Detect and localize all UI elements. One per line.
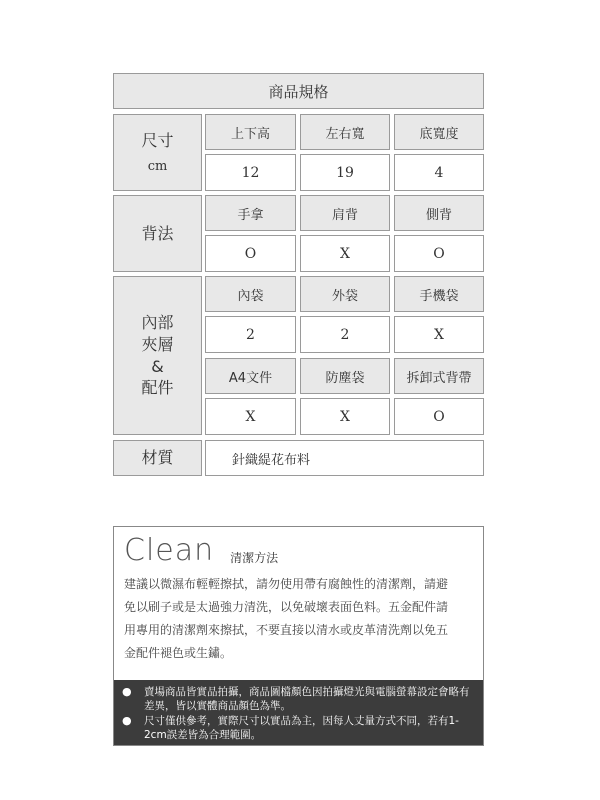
cleaning-instructions xyxy=(124,573,476,665)
material-value: 針織緹花布料 xyxy=(205,440,484,476)
pockets-label-line: 夾層 xyxy=(141,334,174,354)
note-text: 尺寸僅供參考，實際尺寸以實品為主，因每人丈量方式不同，若有1-2cm誤差皆為合理範圍。 xyxy=(144,715,459,741)
size-unit: cm xyxy=(147,158,168,174)
size-value-height: 12 xyxy=(205,154,296,191)
carry-header-hand: 手拿 xyxy=(205,195,296,231)
size-header-width: 左右寬 xyxy=(300,114,390,150)
clean-heading: Clean xyxy=(124,533,215,568)
pocket-header-a4: A4文件 xyxy=(205,358,296,394)
carry-label: 背法 xyxy=(113,195,202,272)
pocket-value-a4: X xyxy=(205,398,296,435)
carry-value-cross: O xyxy=(394,235,484,272)
carry-header-cross: 側背 xyxy=(394,195,484,231)
clean-subtitle: 清潔方法 xyxy=(230,551,279,565)
instruction-line: 金配件褪色或生鏽。 xyxy=(124,646,233,660)
cleaning-box xyxy=(113,526,484,746)
carry-header-shoulder: 肩背 xyxy=(300,195,390,231)
size-label: 尺寸 xyxy=(141,130,174,150)
bullet-icon: ● xyxy=(122,714,132,727)
pocket-value-dustbag: X xyxy=(300,398,390,435)
pocket-value-outer: 2 xyxy=(300,316,390,353)
pocket-header-outer: 外袋 xyxy=(300,276,390,312)
pockets-label-line: 配件 xyxy=(141,378,174,398)
pocket-header-inner: 內袋 xyxy=(205,276,296,312)
size-label-cell xyxy=(113,114,202,191)
spec-table-title: 商品規格 xyxy=(113,73,484,109)
pockets-label-line: & xyxy=(151,356,164,376)
size-value-depth: 4 xyxy=(394,154,484,191)
material-label: 材質 xyxy=(113,440,202,476)
pockets-label-cell xyxy=(113,276,202,435)
pocket-header-phone: 手機袋 xyxy=(394,276,484,312)
pockets-label-line: 內部 xyxy=(141,313,174,333)
note-text: 賣場商品皆實品拍攝，商品圖檔顏色因拍攝燈光與電腦螢幕設定會略有差異，皆以實體商品顏色為準。 xyxy=(144,686,470,712)
note-item xyxy=(122,714,475,742)
carry-value-hand: O xyxy=(205,235,296,272)
instruction-line: 用專用的清潔劑來擦拭，不要直接以清水或皮革清洗劑以免五 xyxy=(124,623,449,637)
size-header-depth: 底寬度 xyxy=(394,114,484,150)
pocket-value-strap: O xyxy=(394,398,484,435)
size-header-height: 上下高 xyxy=(205,114,296,150)
bullet-icon: ● xyxy=(122,685,132,698)
pocket-value-phone: X xyxy=(394,316,484,353)
instruction-line: 免以刷子或是太過強力清洗，以免破壞表面色料。五金配件請 xyxy=(124,600,449,614)
pocket-value-inner: 2 xyxy=(205,316,296,353)
note-item xyxy=(122,685,475,713)
notes-panel xyxy=(114,680,483,745)
cleaning-header xyxy=(124,531,278,571)
instruction-line: 建議以微濕布輕輕擦拭，請勿使用帶有腐蝕性的清潔劑，請避 xyxy=(124,577,449,591)
size-value-width: 19 xyxy=(300,154,390,191)
pocket-header-dustbag: 防塵袋 xyxy=(300,358,390,394)
carry-value-shoulder: X xyxy=(300,235,390,272)
pocket-header-strap: 拆卸式背帶 xyxy=(394,358,484,394)
